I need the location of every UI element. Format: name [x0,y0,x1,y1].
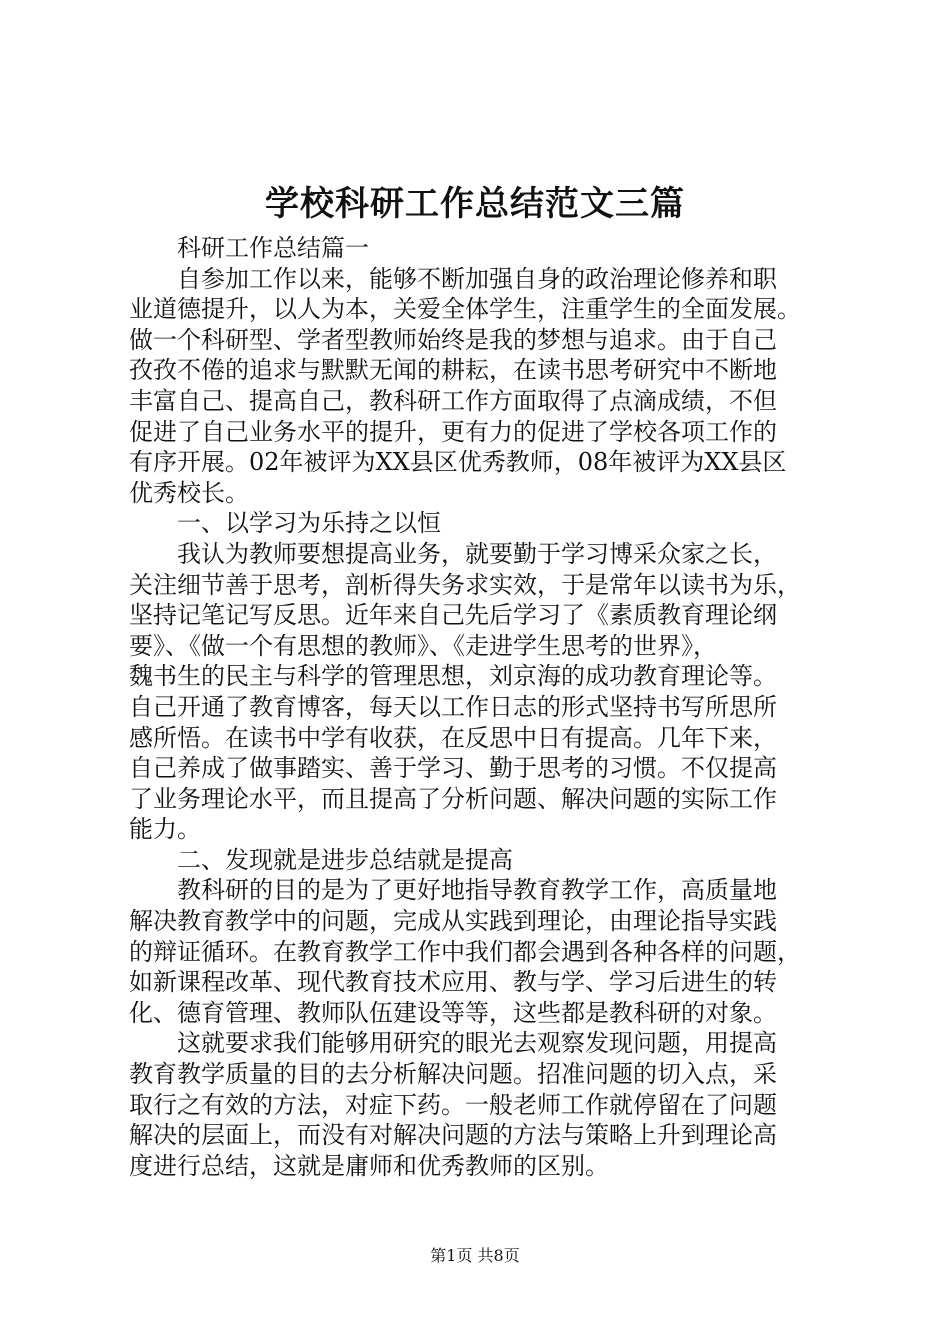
section-heading: 一、以学习为乐持之以恒 [129,509,441,538]
paragraph-line: 坚持记笔记写反思。近年来自己先后学习了《素质教育理论纲 [129,601,777,630]
paragraph-line: 了业务理论水平，而且提高了分析问题、解决问题的实际工作 [129,784,777,813]
paragraph-line: 魏书生的民主与科学的管理思想，刘京海的成功教育理论等。 [129,662,777,691]
paragraph-line: 自己开通了教育博客，每天以工作日志的形式坚持书写所思所 [129,692,777,721]
paragraph-line: 取行之有效的方法，对症下药。一般老师工作就停留在了问题 [129,1090,777,1119]
paragraph-line: 感所悟。在读书中学有收获，在反思中日有提高。几年下来， [129,723,777,752]
document-body [129,233,829,1181]
paragraph-line: 自己养成了做事踏实、善于学习、勤于思考的习惯。不仅提高 [129,754,777,783]
paragraph-line: 业道德提升，以人为本，关爱全体学生，注重学生的全面发展。 [129,295,801,324]
paragraph-line: 解决教育教学中的问题，完成从实践到理论，由理论指导实践 [129,907,777,936]
paragraph-line: 关注细节善于思考，剖析得失务求实效，于是常年以读书为乐， [129,570,801,599]
paragraph-line: 度进行总结，这就是庸师和优秀教师的区别。 [129,1151,609,1180]
paragraph-line: 的辩证循环。在教育教学工作中我们都会遇到各种各样的问题， [129,937,801,966]
paragraph-line: 教科研的目的是为了更好地指导教育教学工作，高质量地 [129,876,777,905]
paragraph-line: 自参加工作以来，能够不断加强自身的政治理论修养和职 [129,264,777,293]
paragraph-line: 优秀校长。 [129,478,249,507]
paragraph-line: 做一个科研型、学者型教师始终是我的梦想与追求。由于自己 [129,325,777,354]
paragraph-line: 有序开展。02年被评为XX县区优秀教师，08年被评为XX县区 [129,448,787,477]
page-number-footer: 第1页 共8页 [430,1246,520,1265]
paragraph-line: 解决的层面上，而没有对解决问题的方法与策略上升到理论高 [129,1121,777,1150]
section-heading: 二、发现就是进步总结就是提高 [129,845,513,874]
paragraph-line: 这就要求我们能够用研究的眼光去观察发现问题，用提高 [129,1029,777,1058]
paragraph-line: 如新课程改革、现代教育技术应用、教与学、学习后进生的转 [129,968,777,997]
paragraph-line: 能力。 [129,815,201,844]
paragraph-line: 我认为教师要想提高业务，就要勤于学习博采众家之长， [129,539,777,568]
paragraph-line: 化、德育管理、教师队伍建设等等，这些都是教科研的对象。 [129,998,777,1027]
paragraph-line: 丰富自己、提高自己，教科研工作方面取得了点滴成绩，不但 [129,386,777,415]
document-title: 学校科研工作总结范文三篇 [265,184,685,224]
paragraph-line: 教育教学质量的目的去分析解决问题。招准问题的切入点，采 [129,1060,777,1089]
paragraph-line: 孜孜不倦的追求与默默无闻的耕耘，在读书思考研究中不断地 [129,356,777,385]
heading-part-one: 科研工作总结篇一 [129,234,369,262]
paragraph-line: 促进了自己业务水平的提升，更有力的促进了学校各项工作的 [129,417,777,446]
paragraph-line: 要》、《做一个有思想的教师》、《走进学生思考的世界》， [129,631,717,660]
